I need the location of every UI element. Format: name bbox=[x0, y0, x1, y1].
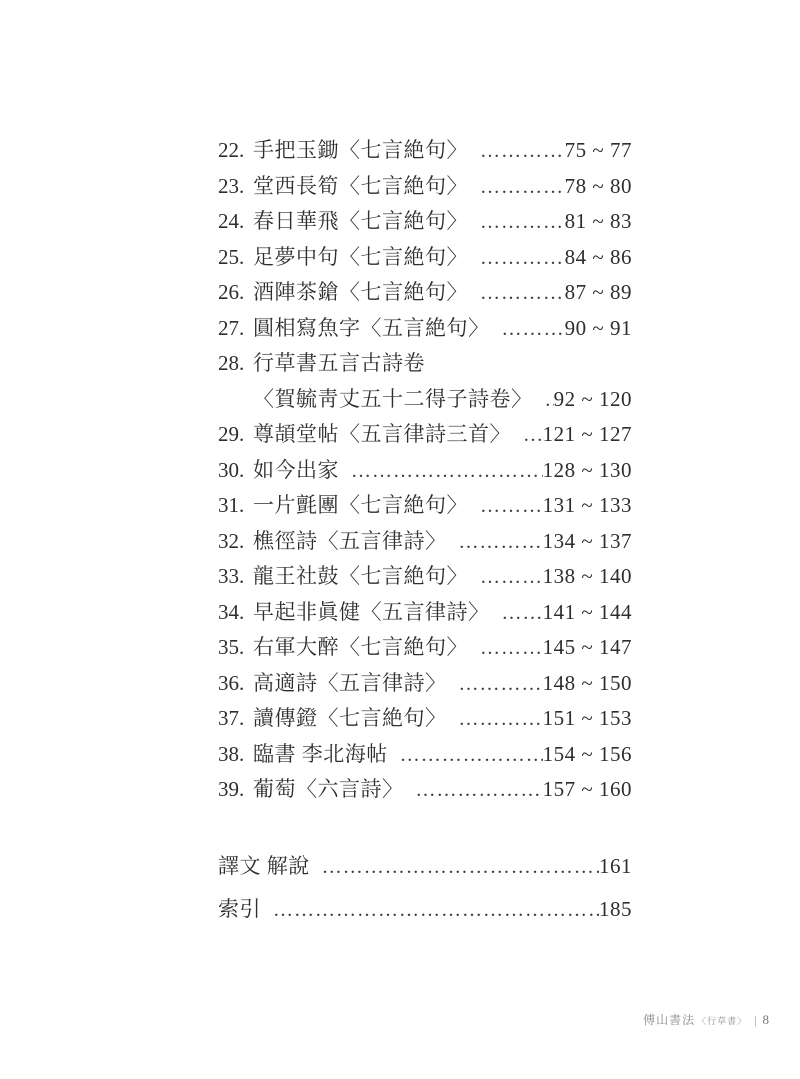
toc-entry bbox=[218, 169, 632, 205]
dot-leader bbox=[468, 631, 543, 667]
entry-title: 足夢中句〈七言絶句〉 bbox=[253, 244, 468, 269]
toc-section bbox=[218, 845, 632, 888]
toc-entry bbox=[218, 240, 632, 276]
toc-entry bbox=[218, 488, 632, 524]
section-page: 161 bbox=[599, 854, 632, 878]
entry-pages: 145 ~ 147 bbox=[542, 635, 632, 659]
dot-leader bbox=[468, 134, 565, 170]
entry-pages: 75 ~ 77 bbox=[564, 138, 632, 162]
footer-separator: | bbox=[754, 1013, 758, 1027]
dot-leader bbox=[447, 525, 543, 561]
entry-title: 右軍大醉〈七言絶句〉 bbox=[253, 635, 468, 659]
entry-number: 30. bbox=[218, 457, 245, 482]
entry-pages: 128 ~ 130 bbox=[542, 457, 632, 482]
entry-number: 27. bbox=[218, 315, 245, 340]
entry-number: 29. bbox=[218, 422, 245, 446]
entry-title: 春日華飛〈七言絶句〉 bbox=[253, 209, 468, 233]
section-title: 索引 bbox=[218, 897, 261, 921]
toc-back-sections bbox=[218, 845, 632, 931]
entry-title: 圓相寫魚字〈五言絶句〉 bbox=[253, 315, 490, 340]
dot-leader bbox=[468, 205, 565, 241]
entry-title: 手把玉鋤〈七言絶句〉 bbox=[253, 138, 468, 162]
dot-leader bbox=[447, 667, 543, 703]
entry-pages: 148 ~ 150 bbox=[542, 670, 632, 695]
entry-number: 35. bbox=[218, 635, 245, 659]
entry-number: 36. bbox=[218, 670, 245, 695]
entry-title: 樵徑詩〈五言律詩〉 bbox=[253, 528, 447, 553]
dot-leader bbox=[490, 312, 565, 348]
entry-number: 34. bbox=[218, 599, 245, 624]
entry-number: 25. bbox=[218, 244, 245, 269]
section-title: 譯文 解說 bbox=[218, 854, 310, 878]
entry-pages: 87 ~ 89 bbox=[564, 280, 632, 304]
toc-entry bbox=[218, 275, 632, 311]
entry-pages: 131 ~ 133 bbox=[542, 493, 632, 517]
entry-number: 31. bbox=[218, 493, 245, 517]
toc-entry bbox=[218, 737, 632, 773]
footer-page-number: 8 bbox=[762, 1012, 770, 1027]
entry-pages: 92 ~ 120 bbox=[553, 386, 632, 411]
entry-title: 酒陣茶鎗〈七言絶句〉 bbox=[253, 280, 468, 304]
entry-title: 葡萄〈六言詩〉 bbox=[253, 777, 404, 801]
entry-number: 38. bbox=[218, 741, 245, 766]
toc-entry bbox=[218, 701, 632, 737]
dot-leader bbox=[468, 241, 565, 277]
dot-leader bbox=[468, 170, 565, 206]
entry-number: 33. bbox=[218, 564, 245, 588]
toc-section bbox=[218, 888, 632, 931]
toc-entry bbox=[218, 630, 632, 666]
entry-title: 行草書五言古詩卷 bbox=[253, 351, 425, 375]
dot-leader bbox=[533, 383, 554, 419]
entry-title: 一片氈團〈七言絶句〉 bbox=[253, 493, 468, 517]
toc-entry-continuation bbox=[218, 382, 632, 418]
entry-pages: 141 ~ 144 bbox=[542, 599, 632, 624]
entry-pages: 90 ~ 91 bbox=[564, 315, 632, 340]
entry-number: 37. bbox=[218, 706, 245, 730]
entry-title: 堂西長筍〈七言絶句〉 bbox=[253, 173, 468, 198]
toc-entry bbox=[218, 311, 632, 347]
entry-number: 26. bbox=[218, 280, 245, 304]
dot-leader bbox=[511, 418, 543, 454]
entry-title: 尊頡堂帖〈五言律詩三首〉 bbox=[253, 422, 511, 446]
entry-title: 早起非眞健〈五言律詩〉 bbox=[253, 599, 490, 624]
dot-leader bbox=[261, 889, 599, 932]
entry-pages: 78 ~ 80 bbox=[564, 173, 632, 198]
toc-entry bbox=[218, 417, 632, 453]
toc-entry bbox=[218, 453, 632, 489]
entry-title: 讀傳鐙〈七言絶句〉 bbox=[253, 706, 447, 730]
entry-pages: 84 ~ 86 bbox=[564, 244, 632, 269]
dot-leader bbox=[404, 773, 543, 809]
toc-entry bbox=[218, 346, 632, 382]
entry-subtitle: 〈賀毓靑丈五十二得子詩卷〉 bbox=[253, 386, 533, 411]
entry-number: 28. bbox=[218, 351, 245, 375]
dot-leader bbox=[339, 454, 543, 490]
toc-entry bbox=[218, 772, 632, 808]
page-footer bbox=[643, 1011, 770, 1028]
section-page: 185 bbox=[599, 897, 632, 921]
entry-pages: 81 ~ 83 bbox=[564, 209, 632, 233]
toc-entry bbox=[218, 133, 632, 169]
entry-pages: 138 ~ 140 bbox=[542, 564, 632, 588]
toc-entry bbox=[218, 204, 632, 240]
entry-pages: 157 ~ 160 bbox=[542, 777, 632, 801]
entry-number: 32. bbox=[218, 528, 245, 553]
footer-script-label: 〈行草書〉 bbox=[697, 1016, 748, 1026]
entry-number: 22. bbox=[218, 138, 245, 162]
entry-pages: 154 ~ 156 bbox=[542, 741, 632, 766]
entry-title: 龍王社鼓〈七言絶句〉 bbox=[253, 564, 468, 588]
dot-leader bbox=[490, 596, 543, 632]
toc-entry bbox=[218, 524, 632, 560]
entry-number: 23. bbox=[218, 173, 245, 198]
entry-number: 24. bbox=[218, 209, 245, 233]
dot-leader bbox=[310, 846, 599, 889]
entry-title: 如今出家 bbox=[253, 457, 339, 482]
entry-pages: 134 ~ 137 bbox=[542, 528, 632, 553]
footer-book-title: 傅山書法 bbox=[643, 1013, 696, 1027]
dot-leader bbox=[447, 702, 543, 738]
toc-entry bbox=[218, 595, 632, 631]
dot-leader bbox=[468, 489, 543, 525]
toc-entry bbox=[218, 559, 632, 595]
dot-leader bbox=[468, 276, 565, 312]
entry-title: 臨書 李北海帖 bbox=[253, 741, 388, 766]
toc-list bbox=[218, 133, 632, 808]
entry-number: 39. bbox=[218, 777, 245, 801]
dot-leader bbox=[388, 738, 543, 774]
toc-entry bbox=[218, 666, 632, 702]
dot-leader bbox=[468, 560, 543, 596]
entry-pages: 121 ~ 127 bbox=[542, 422, 632, 446]
entry-pages: 151 ~ 153 bbox=[542, 706, 632, 730]
entry-title: 高適詩〈五言律詩〉 bbox=[253, 670, 447, 695]
